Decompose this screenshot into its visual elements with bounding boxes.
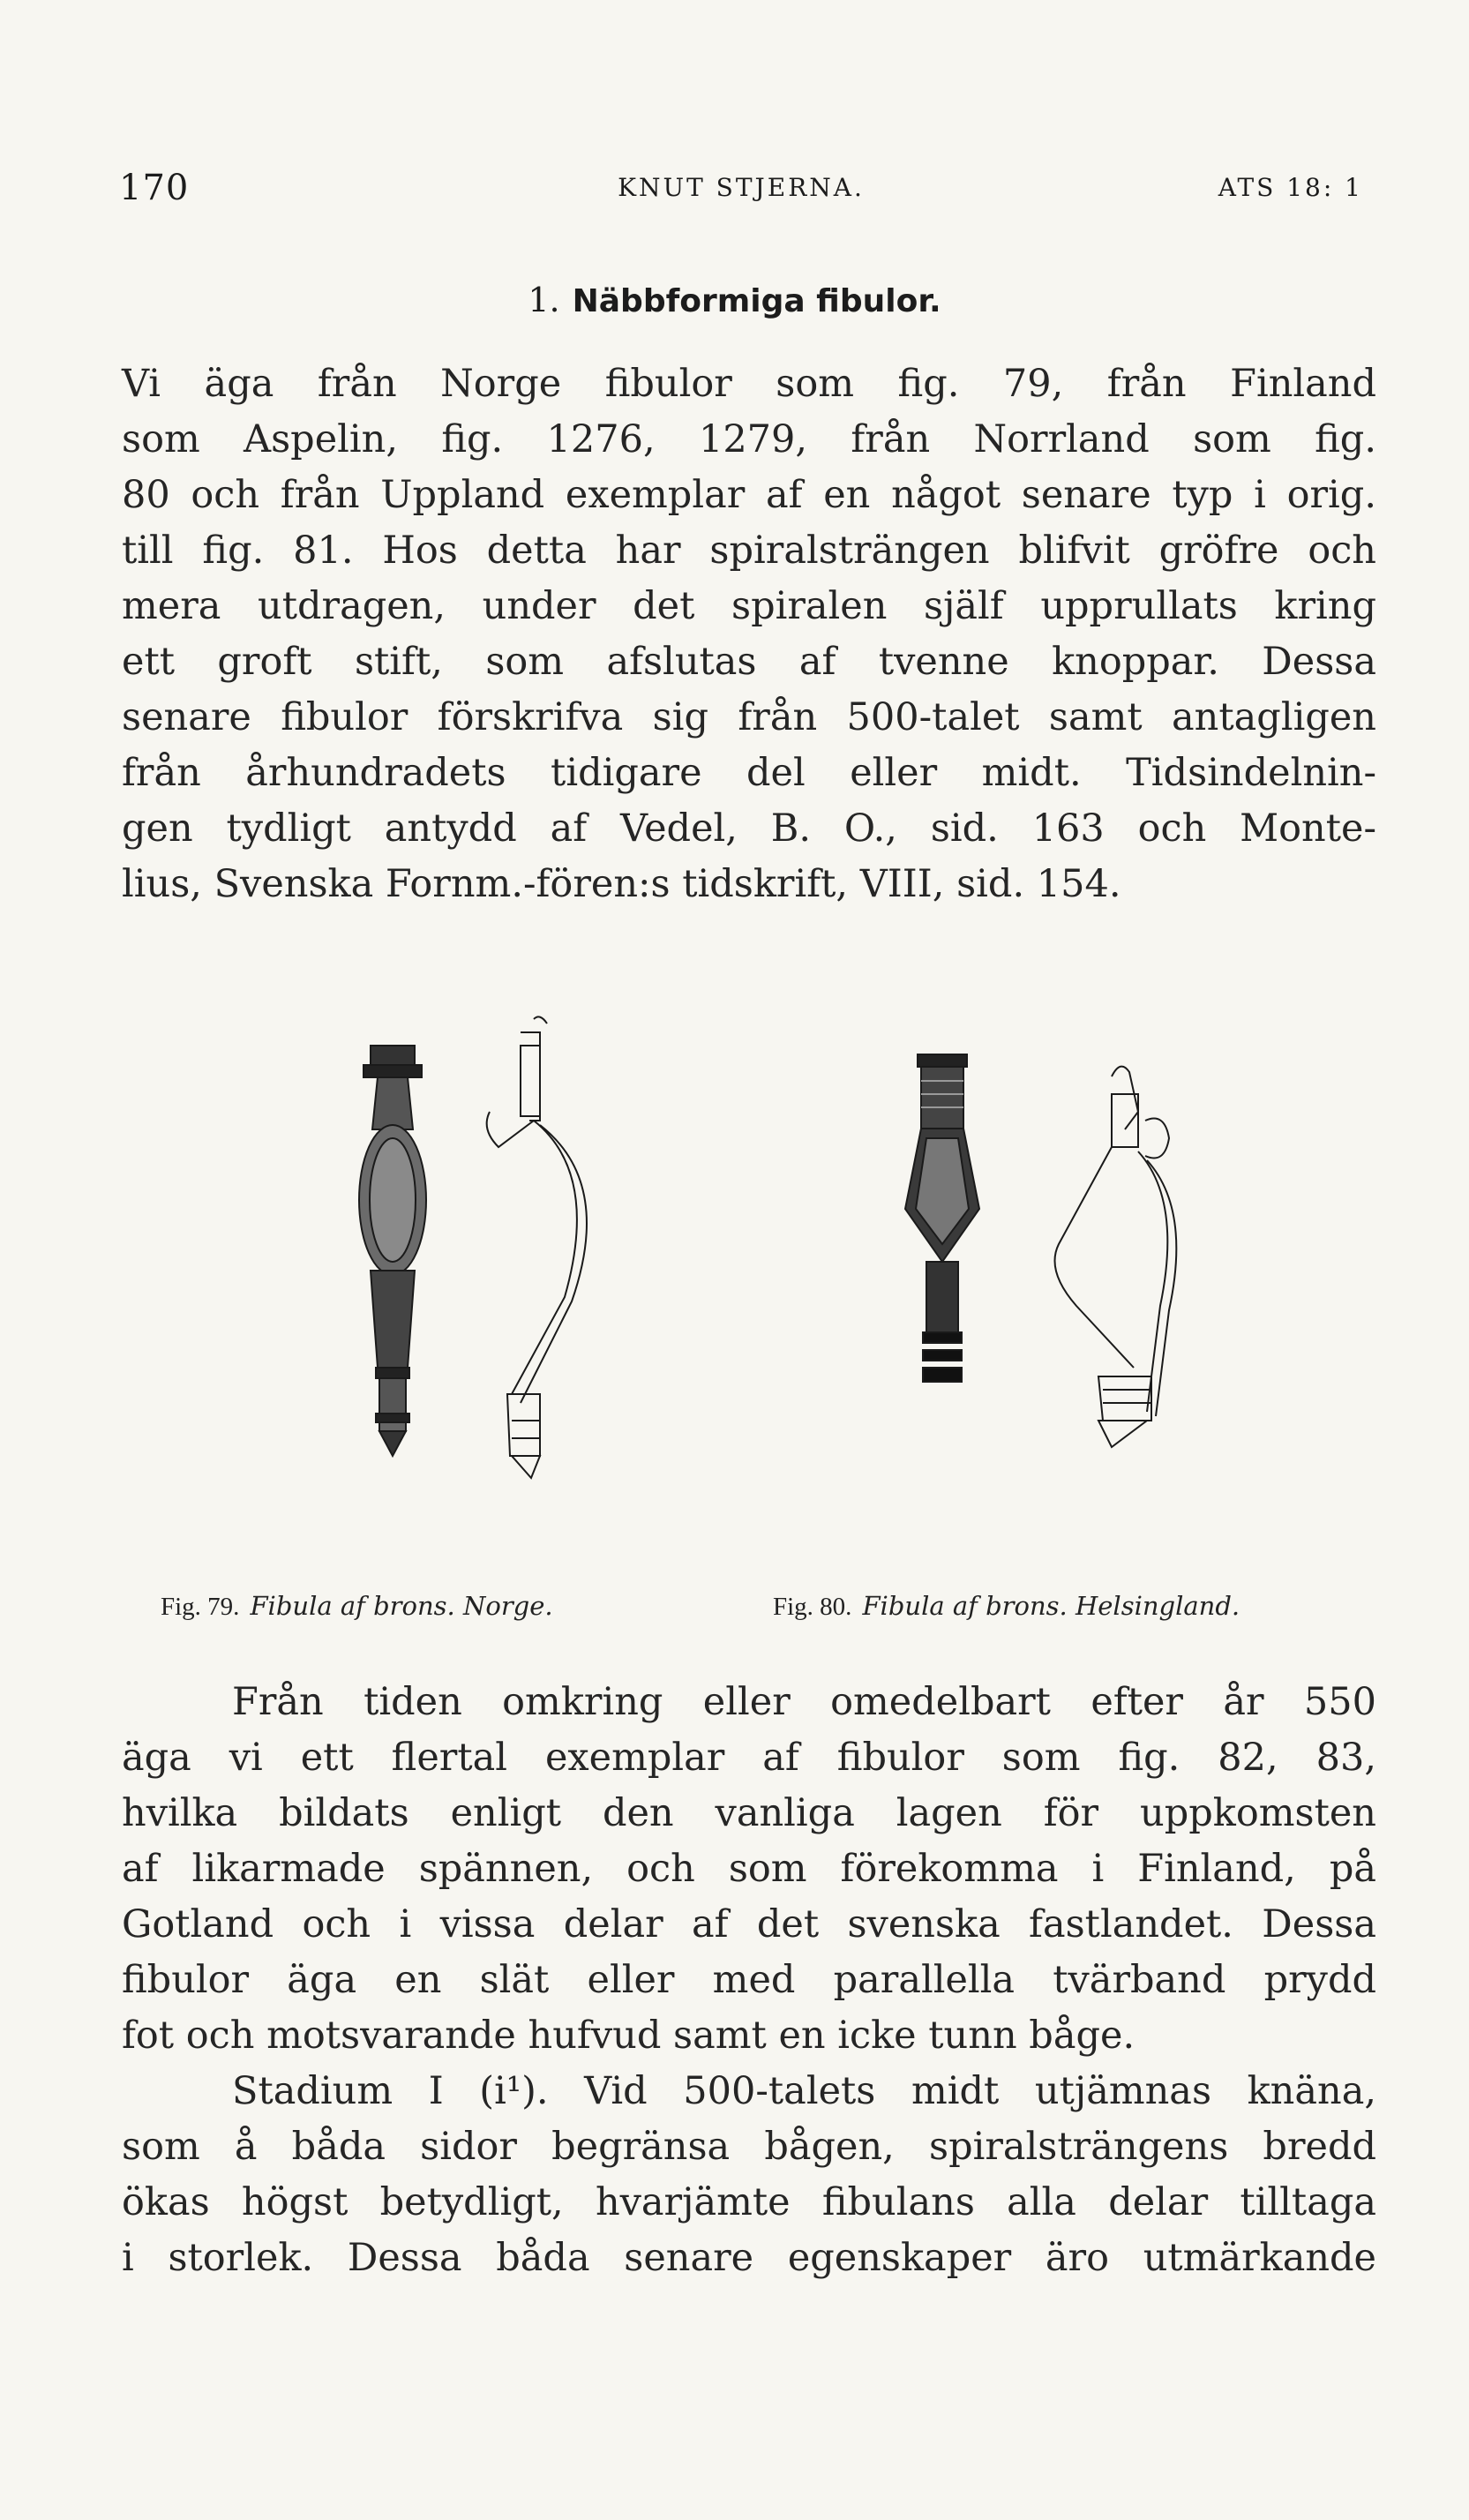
paragraph-line: af likarmade spännen, och som förekomma i Finland, på (122, 1847, 1376, 1891)
fig-80-illustration (847, 1041, 1262, 1535)
paragraph-line: ökas högst betydligt, hvarjämte fibulans alla delar tilltaga (122, 2180, 1376, 2224)
paragraph-line: senare fibulor förskrifva sig från 500-talet samt antagligen (122, 695, 1376, 739)
paragraph-line: Från tiden omkring eller omedelbart efter år 550 (232, 1680, 1376, 1724)
paragraph-line: gen tydligt antydd af Vedel, B. O., sid. 163 och Monte- (122, 806, 1376, 851)
section-title: Näbbformiga fibulor. (572, 283, 941, 319)
series-reference: ATS 18: 1 (1218, 173, 1363, 202)
figure-caption-79 (161, 1591, 553, 1622)
fig-79-illustration (309, 1015, 644, 1579)
paragraph-line: som å båda sidor begränsa bågen, spiralsträngens bredd (122, 2125, 1376, 2169)
paragraph-line: hvilka bildats enligt den vanliga lagen för uppkomsten (122, 1791, 1376, 1835)
section-heading (0, 281, 1469, 319)
paragraph-line: Gotland och i vissa delar af det svenska fastlandet. Dessa (122, 1902, 1376, 1946)
paragraph-2 (122, 1675, 1376, 2286)
paragraph-line: från århundradets tidigare del eller midt. Tidsindelnin- (122, 751, 1376, 795)
page-number: 170 (119, 168, 190, 208)
paragraph-line: 80 och från Uppland exemplar af en något senare typ i orig. (122, 473, 1376, 517)
paragraph-1 (122, 356, 1376, 912)
paragraph-line: ett groft stift, som afslutas af tvenne knoppar. Dessa (122, 640, 1376, 684)
fibula-helsingland-drawing (847, 1041, 1262, 1535)
paragraph-line: Stadium I (i¹). Vid 500-talets midt utjämnas knäna, (232, 2069, 1376, 2113)
figure-caption-80 (773, 1591, 1240, 1622)
fibula-norway-drawing (309, 1015, 644, 1579)
paragraph-line: fot och motsvarande hufvud samt en icke tunn båge. (122, 2014, 1135, 2058)
paragraph-line: som Aspelin, fig. 1276, 1279, från Norrland som fig. (122, 417, 1376, 461)
figure-label: Fig. 79. (161, 1593, 240, 1621)
figure-caption-text: Fibula af brons. Norge. (250, 1591, 553, 1621)
paragraph-line: Vi äga från Norge fibulor som fig. 79, från Finland (122, 362, 1376, 406)
section-number: 1. (528, 281, 560, 319)
running-header (119, 168, 1363, 212)
paragraph-line: äga vi ett flertal exemplar af fibulor som fig. 82, 83, (122, 1736, 1376, 1780)
figure-caption-text: Fibula af brons. Helsingland. (862, 1591, 1240, 1621)
paragraph-line: mera utdragen, under det spiralen själf upprullats kring (122, 584, 1376, 628)
figure-label: Fig. 80. (773, 1593, 852, 1621)
paragraph-line: till fig. 81. Hos detta har spiralsträngen blifvit gröfre och (122, 529, 1376, 573)
paragraph-line: i storlek. Dessa båda senare egenskaper äro utmärkande (122, 2236, 1376, 2280)
paragraph-line: lius, Svenska Fornm.-fören:s tidskrift, VIII, sid. 154. (122, 862, 1121, 906)
paragraph-line: fibulor äga en slät eller med parallella tvärband prydd (122, 1958, 1376, 2002)
running-title: KNUT STJERNA. (618, 173, 865, 202)
